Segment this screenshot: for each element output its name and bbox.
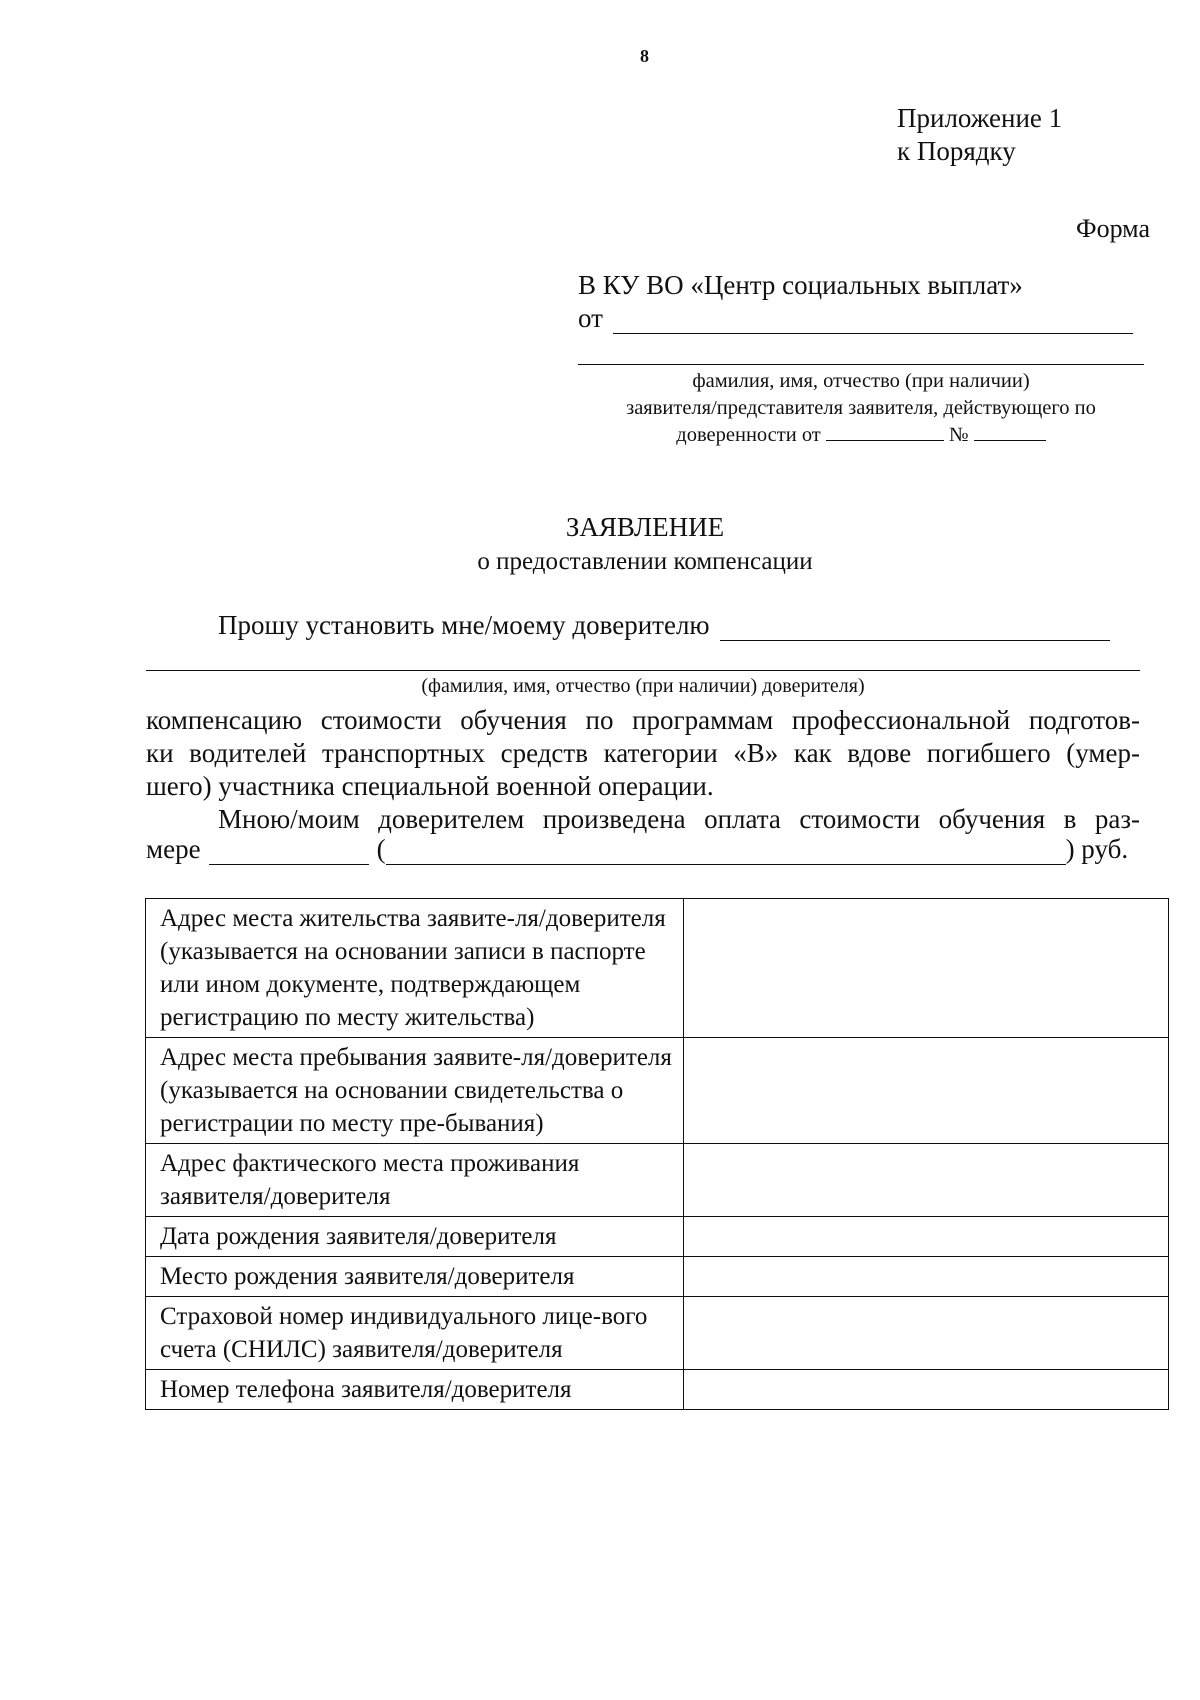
trustee-name-field[interactable] bbox=[720, 614, 1110, 641]
applicant-details-table bbox=[145, 898, 1169, 1410]
request-line bbox=[218, 610, 1110, 641]
row-label-stay-address: Адрес места пребывания заявите-ля/доверителя (указывается на основании свидетельства о регистрации по месту пре-бывания) bbox=[146, 1038, 684, 1144]
paragraph-1-line-1: компенсацию стоимости обучения по программам профессиональной подготов- bbox=[146, 705, 1140, 735]
amount-digits-field[interactable] bbox=[209, 838, 369, 865]
appendix-line-1: Приложение 1 bbox=[897, 103, 1063, 133]
document-title: ЗАЯВЛЕНИЕ bbox=[565, 512, 725, 542]
document-subtitle: о предоставлении компенсации bbox=[477, 548, 813, 575]
power-of-attorney-number-label: № bbox=[949, 424, 969, 446]
applicant-note-line-3 bbox=[578, 422, 1144, 449]
row-label-snils: Страховой номер индивидуального лице-вого счета (СНИЛС) заявителя/доверителя bbox=[146, 1297, 684, 1370]
row-value-birth-place[interactable] bbox=[683, 1257, 1168, 1297]
applicant-name-field[interactable] bbox=[613, 307, 1133, 334]
request-text: Прошу установить мне/моему доверителю bbox=[218, 610, 710, 640]
amount-words-field[interactable] bbox=[386, 838, 1066, 865]
applicant-name-field-line-2[interactable] bbox=[578, 364, 1144, 365]
page-number: 8 bbox=[640, 46, 649, 66]
table-row bbox=[146, 899, 1169, 1038]
applicant-note bbox=[578, 368, 1144, 449]
applicant-note-line-2: заявителя/представителя заявителя, действующего по bbox=[626, 397, 1096, 419]
from-line bbox=[578, 303, 1133, 334]
amount-suffix: ) руб. bbox=[1065, 834, 1129, 864]
paragraph-1-line-3: шего) участника специальной военной операции. bbox=[146, 771, 714, 801]
table-row bbox=[146, 1297, 1169, 1370]
paragraph-2-line-1: Мною/моим доверителем произведена оплата стоимости обучения в раз- bbox=[218, 804, 1140, 834]
row-label-birth-date: Дата рождения заявителя/доверителя bbox=[146, 1217, 684, 1257]
table-row bbox=[146, 1370, 1169, 1410]
row-label-actual-address: Адрес фактического места проживания заявителя/доверителя bbox=[146, 1144, 684, 1217]
paragraph-1-line-2: ки водителей транспортных средств категории «В» как вдове погибшего (умер- bbox=[146, 738, 1140, 768]
row-label-residence-address: Адрес места жительства заявите-ля/доверителя (указывается на основании записи в паспорте или ином документе, подтверждающем регистрацию по месту жительства) bbox=[146, 899, 684, 1038]
row-value-phone[interactable] bbox=[683, 1370, 1168, 1410]
applicant-note-line-1: фамилия, имя, отчество (при наличии) bbox=[692, 370, 1030, 392]
row-value-residence-address[interactable] bbox=[683, 899, 1168, 1038]
row-value-actual-address[interactable] bbox=[683, 1144, 1168, 1217]
amount-open-paren: ( bbox=[376, 834, 386, 864]
appendix-header bbox=[897, 102, 1062, 168]
amount-line bbox=[146, 834, 1128, 865]
power-of-attorney-label: доверенности от bbox=[676, 424, 821, 446]
row-value-birth-date[interactable] bbox=[683, 1217, 1168, 1257]
amount-prefix: мере bbox=[146, 834, 201, 864]
table-row bbox=[146, 1038, 1169, 1144]
row-value-stay-address[interactable] bbox=[683, 1038, 1168, 1144]
trustee-caption: (фамилия, имя, отчество (при наличии) доверителя) bbox=[421, 675, 865, 697]
row-label-phone: Номер телефона заявителя/доверителя bbox=[146, 1370, 684, 1410]
power-of-attorney-number-field[interactable] bbox=[974, 422, 1046, 441]
power-of-attorney-date-field[interactable] bbox=[826, 422, 944, 441]
form-label: Форма bbox=[1076, 214, 1150, 243]
table-row bbox=[146, 1257, 1169, 1297]
recipient-organization: В КУ ВО «Центр социальных выплат» bbox=[578, 270, 1023, 300]
trustee-name-field-line-2[interactable] bbox=[146, 670, 1140, 671]
compensation-paragraph bbox=[146, 704, 1140, 836]
appendix-line-2: к Порядку bbox=[897, 136, 1016, 166]
table-row bbox=[146, 1144, 1169, 1217]
table-row bbox=[146, 1217, 1169, 1257]
from-label: от bbox=[578, 303, 603, 333]
row-value-snils[interactable] bbox=[683, 1297, 1168, 1370]
row-label-birth-place: Место рождения заявителя/доверителя bbox=[146, 1257, 684, 1297]
